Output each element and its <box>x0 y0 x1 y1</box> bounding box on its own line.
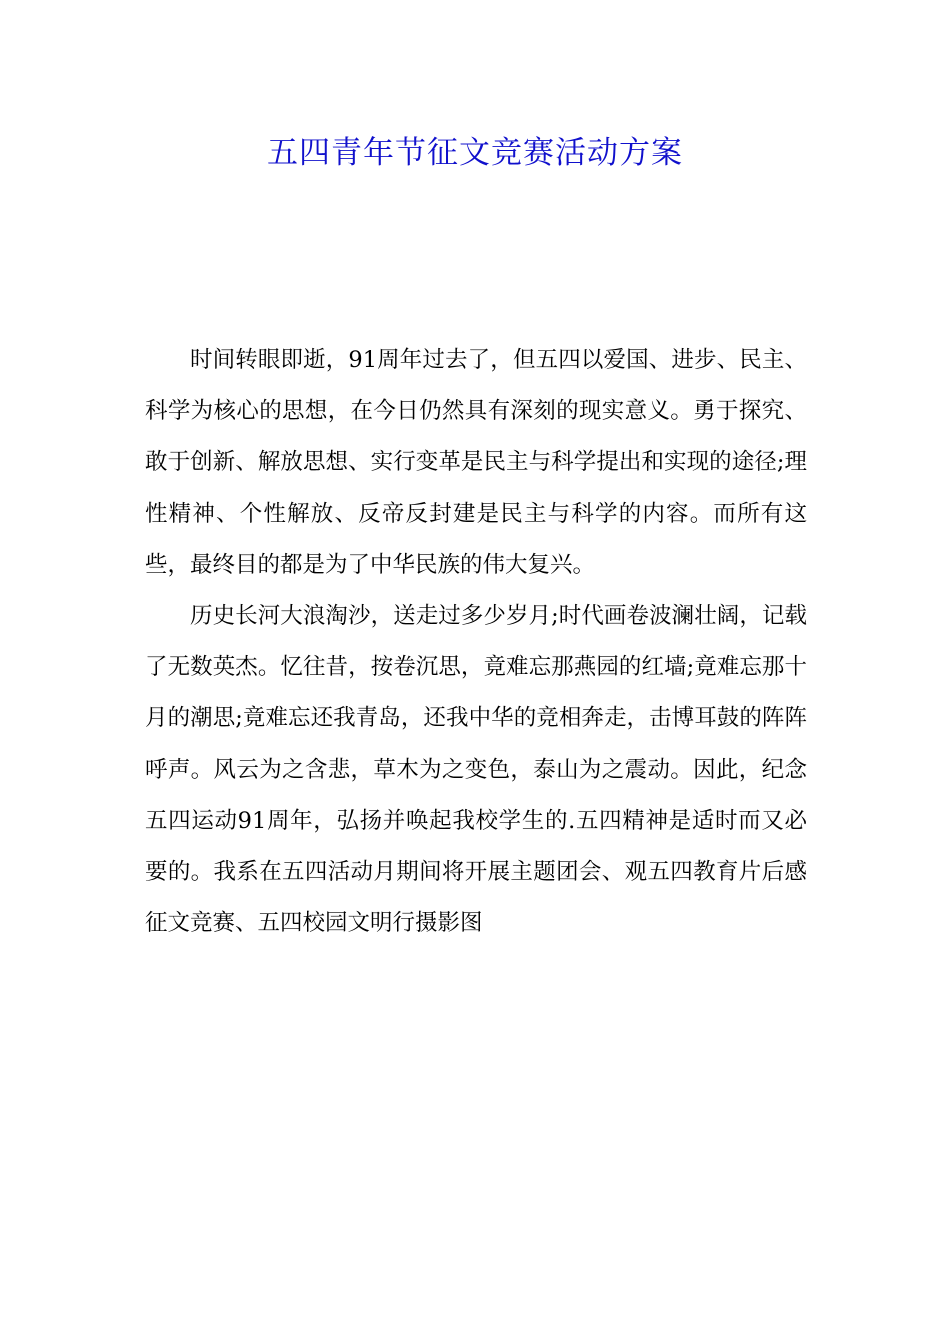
paragraph: 时间转眼即逝，91周年过去了，但五四以爱国、进步、民主、科学为核心的思想，在今日仍然具有深刻的现实意义。勇于探究、敢于创新、解放思想、实行变革是民主与科学提出和实现的途径;理性精神、个性解放、反帝反封建是民主与科学的内容。而所有这些，最终目的都是为了中华民族的伟大复兴。 <box>145 347 807 578</box>
paragraph: 历史长河大浪淘沙，送走过多少岁月;时代画卷波澜壮阔，记载了无数英杰。忆往昔，按卷沉思，竟难忘那燕园的红墙;竟难忘那十月的潮思;竟难忘还我青岛，还我中华的竞相奔走，击博耳鼓的阵阵呼声。风云为之含悲，草木为之变色，泰山为之震动。因此，纪念五四运动91周年，弘扬并唤起我校学生的.五四精神是适时而又必要的。我系在五四活动月期间将开展主题团会、观五四教育片后感征文竞赛、五四校园文明行摄影图 <box>145 603 807 937</box>
document-body <box>145 335 807 949</box>
document-title: 五四青年节征文竞赛活动方案 <box>267 135 683 171</box>
